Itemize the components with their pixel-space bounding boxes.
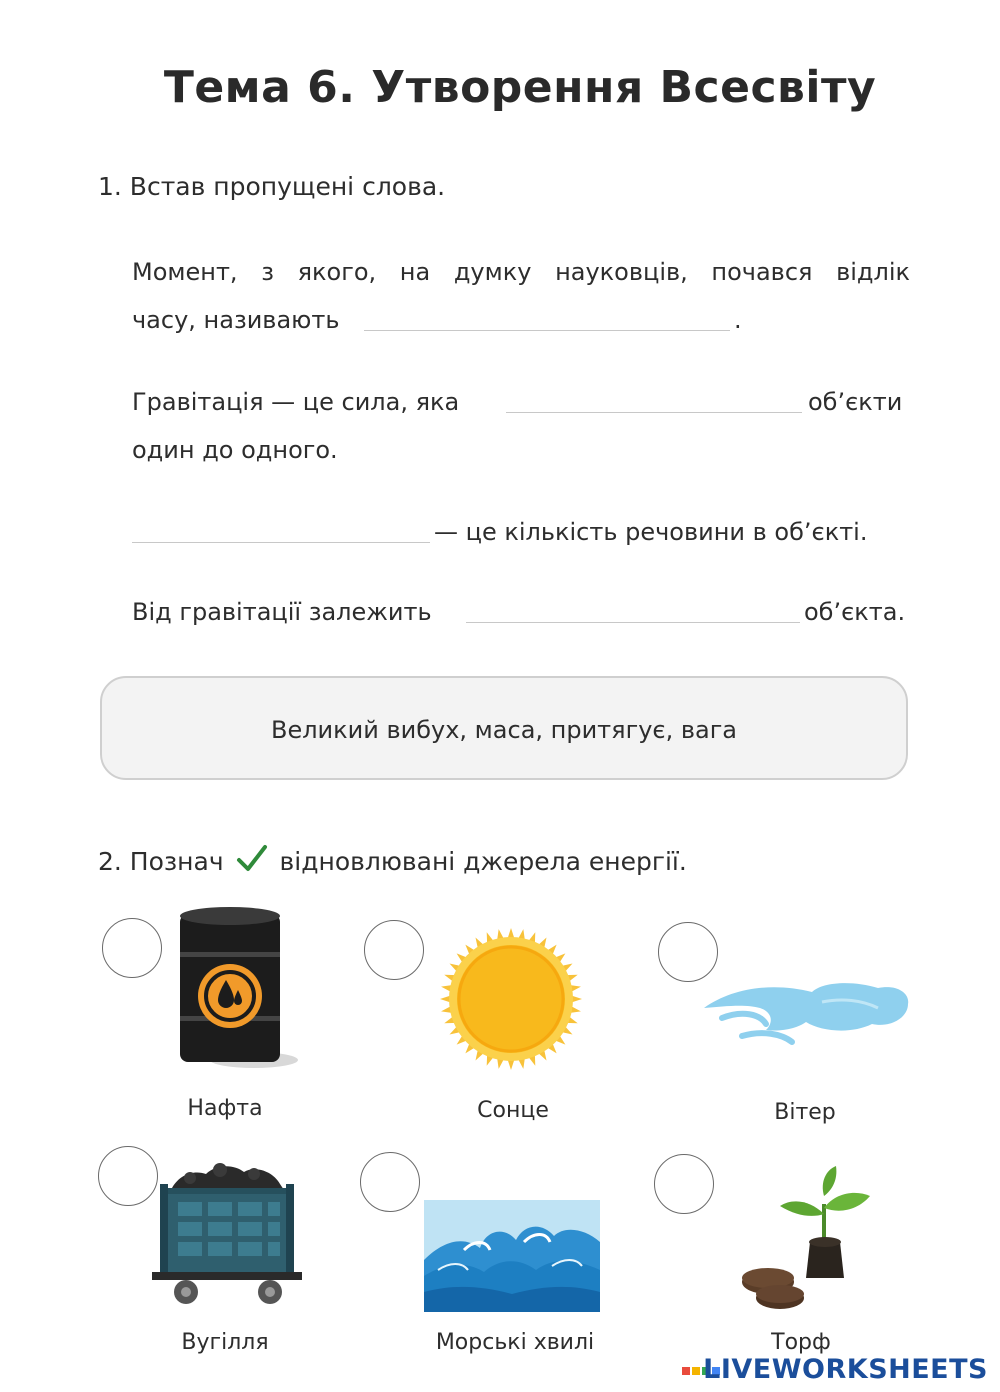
label-coal: Вугілля <box>181 1330 269 1355</box>
logo-squares-icon <box>681 1366 703 1376</box>
label-oil: Нафта <box>187 1096 263 1121</box>
oil-barrel-icon <box>174 904 300 1072</box>
checkbox-sea-waves[interactable] <box>360 1152 420 1212</box>
task-2-heading <box>98 844 687 876</box>
sentence-3-after: — це кількість речовини в об’єкті. <box>434 518 868 546</box>
checkbox-wind[interactable] <box>658 922 718 982</box>
peat-seedling-icon <box>740 1164 876 1314</box>
page-title: Тема 6. Утворення Всесвіту <box>163 62 877 113</box>
blank-1-input[interactable] <box>364 300 730 331</box>
logo-text: LIVEWORKSHEETS <box>703 1354 988 1385</box>
label-sun: Сонце <box>477 1098 549 1123</box>
word-bank-text: Великий вибух, маса, притягує, вага <box>270 716 738 744</box>
blank-3-input[interactable] <box>132 512 430 543</box>
sentence-2-line-2: один до одного. <box>132 436 338 464</box>
sentence-2-start: Гравітація — це сила, яка <box>132 388 460 416</box>
sea-waves-icon <box>424 1200 600 1312</box>
label-sea-waves: Морські хвилі <box>435 1330 595 1355</box>
checkbox-sun[interactable] <box>364 920 424 980</box>
wind-icon <box>702 978 914 1048</box>
blank-2-input[interactable] <box>506 382 802 413</box>
task-1-heading: 1. Встав пропущені слова. <box>98 172 446 201</box>
sentence-1-line-1: Момент, з якого, на думку науковців, почався відлік <box>132 258 910 286</box>
checkmark-icon <box>236 844 268 874</box>
liveworksheets-logo <box>681 1354 988 1385</box>
coal-cart-icon <box>150 1160 304 1310</box>
task-2-heading-end: відновлювані джерела енергії. <box>279 847 687 876</box>
task-2-heading-start: 2. Познач <box>98 847 224 876</box>
sentence-1-end: . <box>734 306 742 334</box>
checkbox-oil[interactable] <box>102 918 162 978</box>
checkbox-coal[interactable] <box>98 1146 158 1206</box>
sentence-1-line-2: часу, називають <box>132 306 340 334</box>
sentence-4-end: об’єкта. <box>804 598 906 626</box>
blank-4-input[interactable] <box>466 592 800 623</box>
label-peat: Торф <box>771 1330 831 1355</box>
label-wind: Вітер <box>774 1100 836 1125</box>
checkbox-peat[interactable] <box>654 1154 714 1214</box>
sentence-4-start: Від гравітації залежить <box>132 598 432 626</box>
sun-icon <box>440 928 582 1070</box>
sentence-2-after: об’єкти <box>808 388 903 416</box>
